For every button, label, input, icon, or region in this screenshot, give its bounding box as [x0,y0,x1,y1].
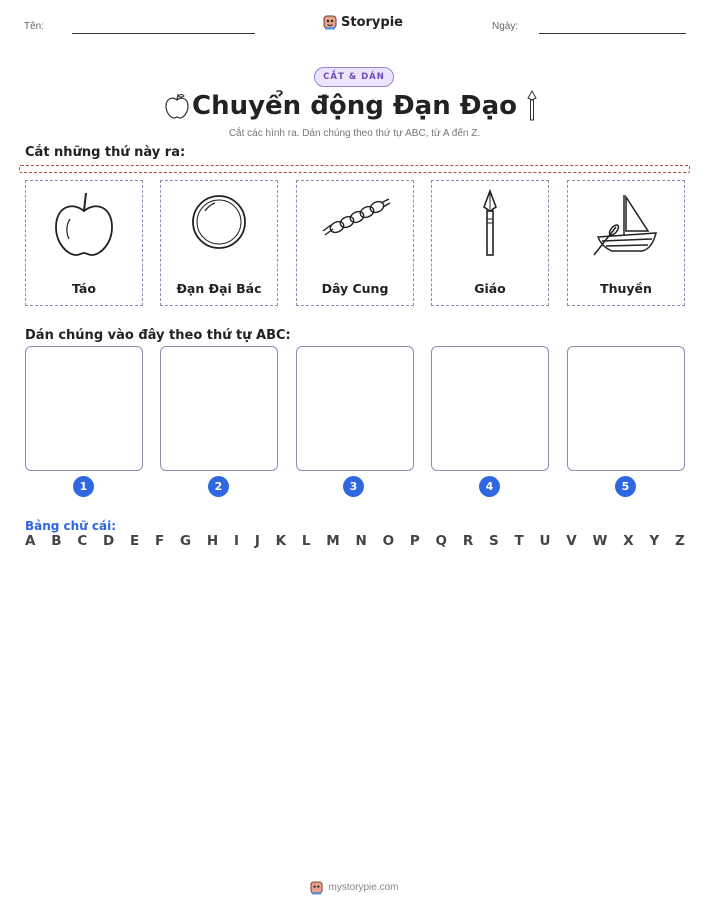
alphabet-letter: P [409,533,420,549]
footer-site[interactable]: mystorypie.com [328,882,399,893]
alphabet-letter: H [206,533,219,549]
date-line[interactable] [539,33,686,34]
paste-slot-2[interactable] [160,346,278,471]
paste-slot-3[interactable] [296,346,414,471]
alphabet-letter: A [25,533,36,549]
alphabet-letter: X [623,533,634,549]
spear-icon [456,189,524,261]
cut-card-boat[interactable] [567,180,685,306]
alphabet-letter: T [514,533,524,549]
date-label: Ngày: [492,21,519,32]
alphabet-heading: Bảng chữ cái: [25,519,117,533]
slot-number-2: 2 [208,476,229,497]
page-subtitle: Cắt các hình ra. Dán chúng theo thứ tự ABC, từ A đến Z. [228,128,481,139]
paste-slot-4[interactable] [431,346,549,471]
storypie-logo-icon [310,880,323,895]
cut-card-spear[interactable] [431,180,549,306]
alphabet-letter: U [539,533,551,549]
alphabet-letter: Q [435,533,448,549]
alphabet-letter: W [592,533,608,549]
alphabet-letter: M [326,533,340,549]
alphabet-letter: C [77,533,88,549]
alphabet-letter: I [234,533,240,549]
alphabet-letter: S [489,533,499,549]
name-label: Tên: [24,21,45,32]
cannonball-icon [185,189,253,259]
cut-heading: Cắt những thứ này ra: [25,145,186,160]
footer [0,880,709,895]
card-label: Dây Cung [321,281,389,296]
slot-number-4: 4 [479,476,500,497]
storypie-logo-icon [323,14,337,30]
slot-number-5: 5 [615,476,636,497]
rope-icon [321,189,391,259]
alphabet-letter: J [254,533,260,549]
cut-card-apple[interactable] [25,180,143,306]
alphabet-letter: Z [674,533,685,549]
activity-badge: CẮT & DÁN [314,67,394,87]
slot-number-1: 1 [73,476,94,497]
card-label: Giáo [474,281,506,296]
alphabet-letter: N [355,533,367,549]
alphabet-row [25,533,685,549]
alphabet-letter: O [382,533,395,549]
alphabet-letter: Y [649,533,660,549]
alphabet-letter: B [51,533,62,549]
alphabet-letter: D [103,533,115,549]
alphabet-letter: F [155,533,165,549]
card-label: Thuyền [600,281,652,296]
alphabet-letter: E [130,533,140,549]
name-line[interactable] [72,33,255,34]
cut-card-rope[interactable] [296,180,414,306]
slot-number-3: 3 [343,476,364,497]
card-label: Táo [72,281,96,296]
alphabet-letter: G [180,533,192,549]
paste-heading: Dán chúng vào đây theo thứ tự ABC: [25,328,291,343]
alphabet-letter: V [566,533,577,549]
paste-slot-1[interactable] [25,346,143,471]
alphabet-letter: K [275,533,287,549]
boat-icon [592,189,662,259]
brand-logo [323,14,403,30]
alphabet-letter: R [462,533,474,549]
cut-card-cannonball[interactable] [160,180,278,306]
page-title: Chuyển động Đạn Đạo [192,91,517,121]
brand-name: Storypie [341,14,403,30]
cut-line [19,165,690,173]
spear-icon [525,90,539,122]
card-label: Đạn Đại Bác [176,281,262,296]
apple-icon [50,189,118,259]
paste-slot-5[interactable] [567,346,685,471]
alphabet-letter: L [301,533,311,549]
